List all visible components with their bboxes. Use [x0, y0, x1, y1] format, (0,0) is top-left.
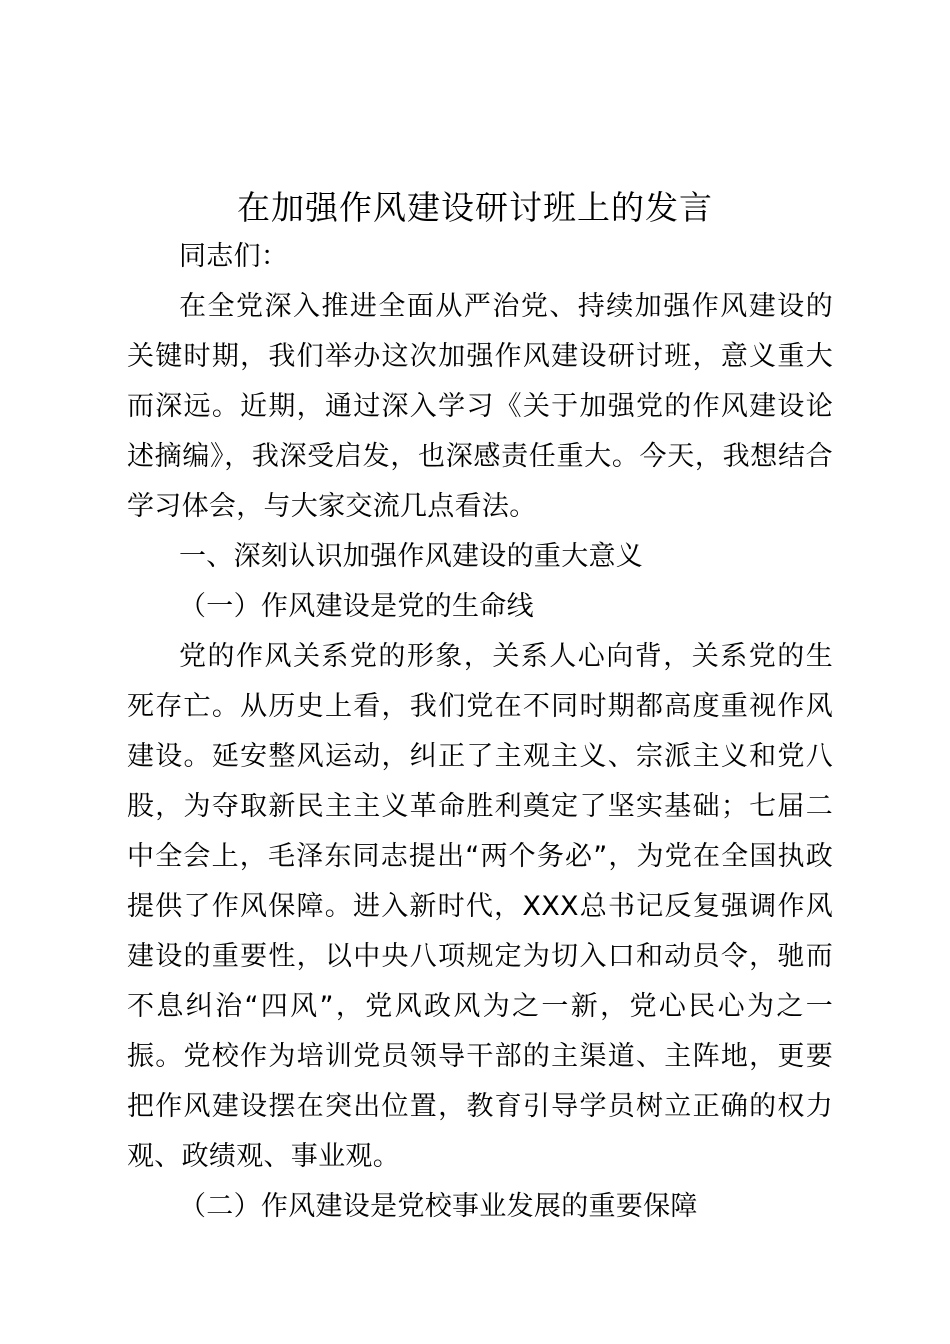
subsection-heading-1: （一）作风建设是党的生命线: [179, 591, 534, 622]
document-title: 在加强作风建设研讨班上的发言: [237, 188, 713, 227]
subsection-heading-2: （二）作风建设是党校事业发展的重要保障: [179, 1191, 698, 1222]
greeting: 同志们：: [179, 241, 289, 272]
paragraph-history: 党的作风关系党的形象，关系人心向背，关系党的生死存亡。从历史上看，我们党在不同时期都高度重视作风建设。延安整风运动，纠正了主观主义、宗派主义和党八股，为夺取新民主主义革命胜利奠定了坚实基础；七届二中全会上，毛泽东同志提出“两个务必”，为党在全国执政提供了作风保障。进入新时代，XXX总书记反复强调作风建设的重要性，以中央八项规定为切入口和动员令，驰而不息纠治“四风”，党风政风为之一新，党心民心为之一振。党校作为培训党员领导干部的主渠道、主阵地，更要把作风建设摆在突出位置，教育引导学员树立正确的权力观、政绩观、事业观。: [127, 641, 833, 1172]
document-body: [127, 232, 833, 1232]
paragraph-intro: 在全党深入推进全面从严治党、持续加强作风建设的关键时期，我们举办这次加强作风建设研讨班，意义重大而深远。近期，通过深入学习《关于加强党的作风建设论述摘编》，我深受启发，也深感责任重大。今天，我想结合学习体会，与大家交流几点看法。: [127, 291, 833, 522]
section-heading-1: 一、深刻认识加强作风建设的重大意义: [179, 541, 644, 572]
